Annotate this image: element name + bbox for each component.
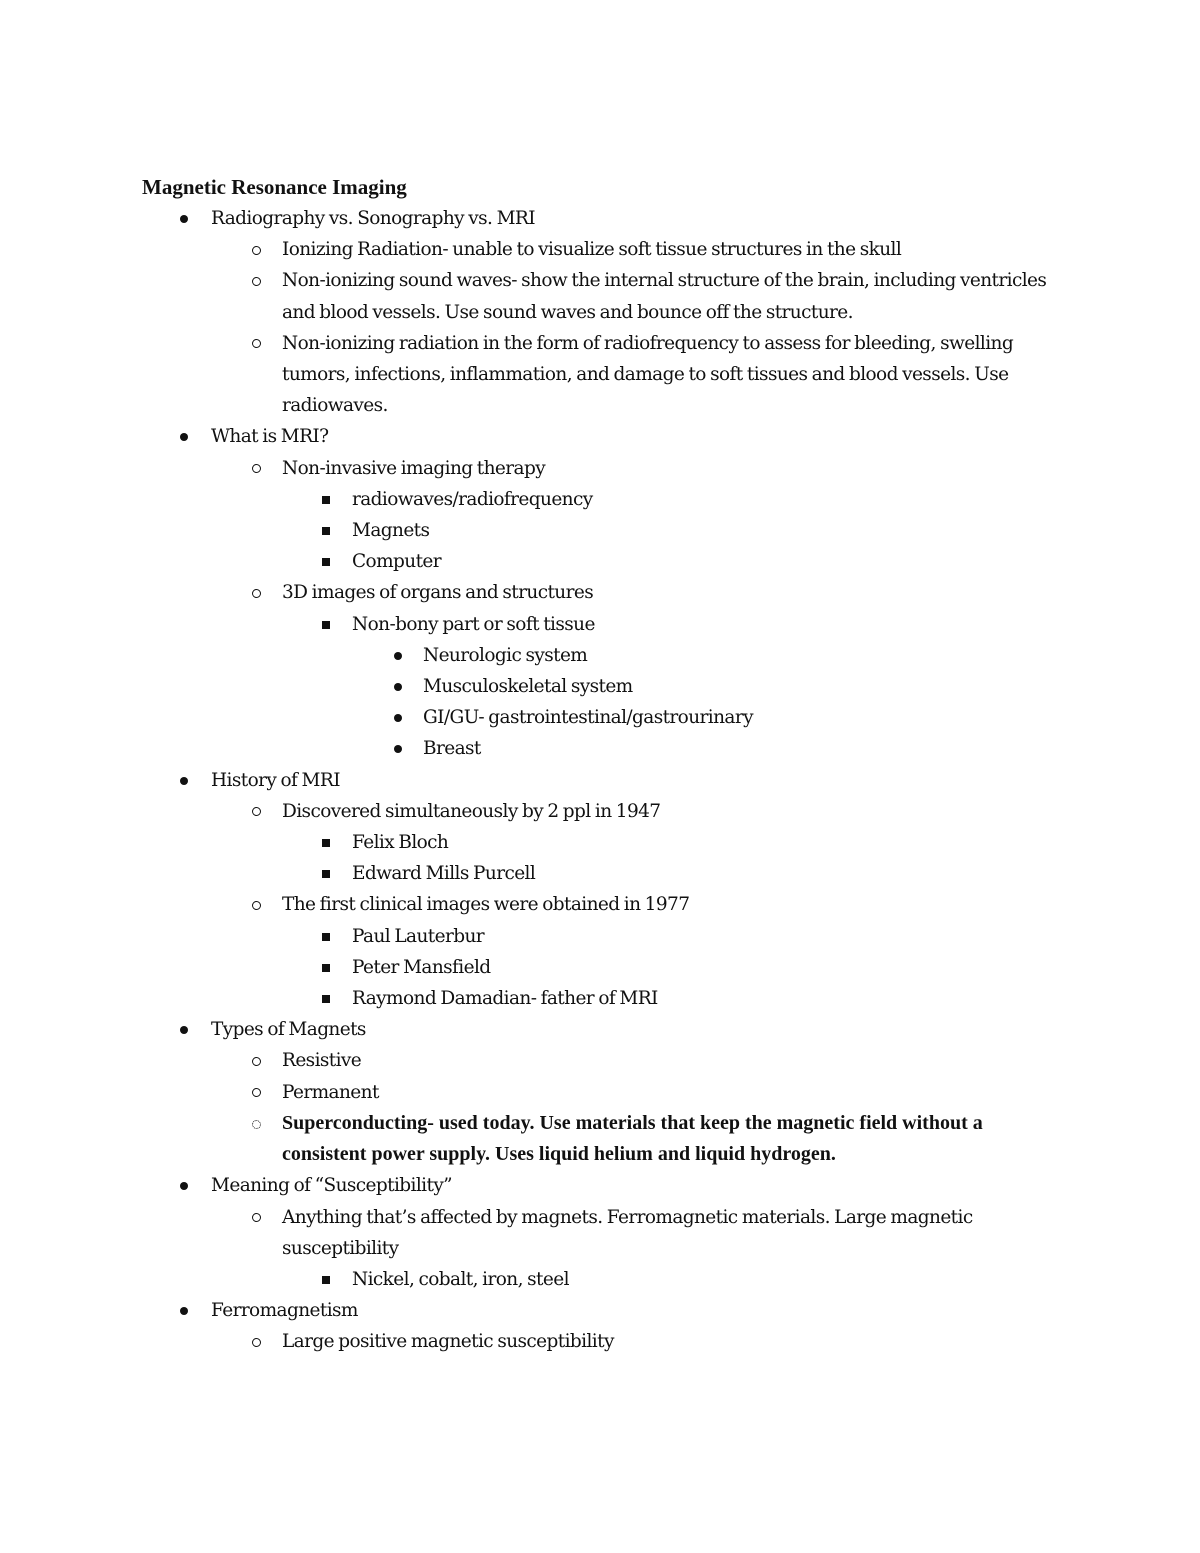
list-item-text: History of MRI xyxy=(211,769,340,791)
circle-bullet-icon xyxy=(246,1202,266,1233)
list-item xyxy=(142,203,1072,234)
list-item-text: Breast xyxy=(423,738,481,760)
list-item-text: Non-bony part or soft tissue xyxy=(352,613,595,635)
list-item xyxy=(142,796,1072,827)
list-item xyxy=(142,702,1072,733)
circle-bullet-icon xyxy=(246,1077,266,1108)
circle-bullet-icon xyxy=(246,1045,266,1076)
square-bullet-icon xyxy=(316,1264,336,1295)
disc-bullet-icon xyxy=(174,1170,194,1201)
circle-bullet-icon xyxy=(246,453,266,484)
dotted-circle-bullet-icon xyxy=(246,1108,266,1139)
list-item-text: GI/GU- gastrointestinal/gastrourinary xyxy=(423,707,753,729)
list-item xyxy=(142,546,1072,577)
list-item xyxy=(142,1014,1072,1045)
disc-bullet-icon xyxy=(388,671,408,702)
disc-bullet-icon xyxy=(174,1014,194,1045)
disc-bullet-icon xyxy=(174,421,194,452)
list-item xyxy=(142,421,1072,452)
list-item-text: What is MRI? xyxy=(211,426,329,448)
list-item xyxy=(142,234,1072,265)
list-item xyxy=(142,265,1072,327)
list-item xyxy=(142,453,1072,484)
square-bullet-icon xyxy=(316,983,336,1014)
list-item-text: Permanent xyxy=(282,1081,379,1103)
document-body xyxy=(142,172,1072,1358)
circle-bullet-icon xyxy=(246,1326,266,1357)
list-item xyxy=(142,1202,1072,1264)
list-item-text: Meaning of “Susceptibility” xyxy=(211,1175,453,1197)
list-item xyxy=(142,858,1072,889)
list-item-text: Superconducting- used today. Use materials that keep the magnetic field without a consistent power supply. Uses liquid helium and liquid hydrogen. xyxy=(282,1111,983,1166)
list-item xyxy=(142,1045,1072,1076)
list-item-text: Resistive xyxy=(282,1050,362,1072)
list-item xyxy=(142,609,1072,640)
list-item xyxy=(142,1295,1072,1326)
disc-bullet-icon xyxy=(174,765,194,796)
list-item-text: Radiography vs. Sonography vs. MRI xyxy=(211,208,535,229)
square-bullet-icon xyxy=(316,858,336,889)
square-bullet-icon xyxy=(316,484,336,515)
list-item xyxy=(142,328,1072,422)
square-bullet-icon xyxy=(316,827,336,858)
list-item-text: Musculoskeletal system xyxy=(423,676,633,698)
list-item-text: Non-invasive imaging therapy xyxy=(282,457,546,479)
list-item-text: Ionizing Radiation- unable to visualize soft tissue structures in the skull xyxy=(282,239,902,261)
list-item xyxy=(142,1326,1072,1357)
list-item-text: Neurologic system xyxy=(423,644,588,666)
list-item xyxy=(142,827,1072,858)
square-bullet-icon xyxy=(316,921,336,952)
square-bullet-icon xyxy=(316,515,336,546)
list-item-text: Peter Mansfield xyxy=(352,956,491,978)
list-item xyxy=(142,921,1072,952)
circle-bullet-icon xyxy=(246,796,266,827)
square-bullet-icon xyxy=(316,546,336,577)
circle-bullet-icon xyxy=(246,889,266,920)
list-item-text: Discovered simultaneously by 2 ppl in 1947 xyxy=(282,800,661,822)
list-item xyxy=(142,952,1072,983)
list-item xyxy=(142,577,1072,608)
list-item xyxy=(142,983,1072,1014)
list-item-text: Felix Bloch xyxy=(352,832,449,854)
list-item-text: Types of Magnets xyxy=(211,1019,366,1041)
list-item xyxy=(142,1077,1072,1108)
list-item-text: Large positive magnetic susceptibility xyxy=(282,1331,614,1353)
list-item xyxy=(142,765,1072,796)
list-item xyxy=(142,484,1072,515)
disc-bullet-icon xyxy=(388,702,408,733)
disc-bullet-icon xyxy=(174,203,194,234)
square-bullet-icon xyxy=(316,952,336,983)
disc-bullet-icon xyxy=(174,1295,194,1326)
list-item-text: Non-ionizing radiation in the form of radiofrequency to assess for bleeding, swelling tumors, infections, inflammation, and damage to soft tissues and blood vessels. Use radiowaves. xyxy=(282,332,1014,417)
list-item-text: 3D images of organs and structures xyxy=(282,582,594,604)
disc-bullet-icon xyxy=(388,733,408,764)
list-item xyxy=(142,515,1072,546)
circle-bullet-icon xyxy=(246,328,266,359)
circle-bullet-icon xyxy=(246,577,266,608)
document-title: Magnetic Resonance Imaging xyxy=(142,175,407,199)
list-item xyxy=(142,733,1072,764)
list-item xyxy=(142,640,1072,671)
list-item xyxy=(142,889,1072,920)
list-item xyxy=(142,1108,1072,1170)
list-item-text: Magnets xyxy=(352,520,430,542)
circle-bullet-icon xyxy=(246,265,266,296)
list-item-text: Edward Mills Purcell xyxy=(352,863,536,885)
list-item-text: Anything that’s affected by magnets. Ferromagnetic materials. Large magnetic susceptibility xyxy=(282,1206,973,1259)
list-item xyxy=(142,671,1072,702)
outline-list xyxy=(142,203,1072,1358)
list-item-text: Paul Lauterbur xyxy=(352,925,485,947)
list-item-text: radiowaves/radiofrequency xyxy=(352,488,593,510)
circle-bullet-icon xyxy=(246,234,266,265)
square-bullet-icon xyxy=(316,609,336,640)
list-item xyxy=(142,1170,1072,1201)
list-item-text: Raymond Damadian- father of MRI xyxy=(352,988,658,1010)
list-item-text: Nickel, cobalt, iron, steel xyxy=(352,1268,569,1290)
list-item-text: Ferromagnetism xyxy=(211,1300,358,1322)
list-item xyxy=(142,1264,1072,1295)
list-item-text: Non-ionizing sound waves- show the internal structure of the brain, including ventricles and blood vessels. Use sound waves and bounce off the structure. xyxy=(282,270,1047,323)
list-item-text: The first clinical images were obtained in 1977 xyxy=(282,894,690,916)
list-item-text: Computer xyxy=(352,551,442,573)
disc-bullet-icon xyxy=(388,640,408,671)
